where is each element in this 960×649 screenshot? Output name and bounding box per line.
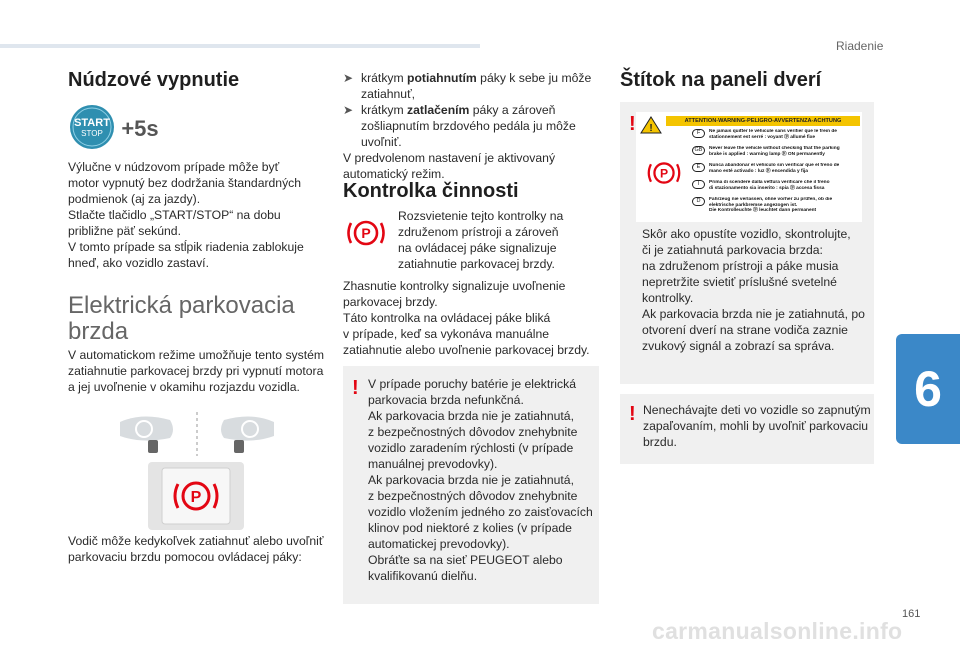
- lang-code: E: [692, 163, 705, 172]
- svg-text:P: P: [361, 225, 371, 241]
- lang-code: I: [692, 180, 705, 189]
- watermark: carmanualsonline.info: [652, 618, 903, 644]
- text-line: Prima di scendere dalla vettura verificare che il freno: [709, 180, 830, 185]
- text-line: zapaľovaním, mohli by uvoľniť parkovaciu: [643, 419, 869, 433]
- svg-text:P: P: [659, 166, 669, 181]
- start-label: START: [74, 117, 110, 129]
- sticker-row: [692, 163, 860, 180]
- text-line: združenom prístroji a zároveň: [398, 225, 559, 239]
- bullet-text: zatiahnuť,: [361, 87, 416, 101]
- text-line: Táto kontrolka na ovládacej páke bliká: [343, 311, 551, 325]
- text-line: parkovacej brzdy.: [343, 295, 438, 309]
- text-line: motor vypnutý bez dodržania štandardných: [68, 176, 302, 190]
- text-line: brake is applied : warning lamp ⓟ ON permanently: [709, 151, 825, 157]
- text-line: Nunca abandonar el vehículo sin verificar que el freno de: [709, 163, 840, 168]
- start-stop-illustration: [68, 103, 168, 153]
- text-line: či je zatiahnutá parkovacia brzda:: [642, 243, 823, 257]
- text-line: v prípade, keď sa vykonáva manuálne: [343, 327, 549, 341]
- bullet-text: uvoľniť.: [361, 135, 402, 149]
- title-door-label: Štítok na paneli dverí: [620, 69, 822, 91]
- bullet-bold: zatlačením: [407, 103, 470, 117]
- text-line: Nenechávajte deti vo vozidle so zapnutým: [643, 403, 871, 417]
- text-line: otvorení dverí na strane vodiča zaznie: [642, 323, 848, 337]
- text-line: a jej uvoľnenie v okamihu rozjazdu vozidla.: [68, 380, 300, 394]
- bullet-text: páky k sebe ju môže: [476, 71, 592, 85]
- text-line: V predvolenom nastavení je aktivovaný: [343, 151, 556, 165]
- door-label-text: [642, 226, 872, 354]
- row-text: [709, 163, 839, 174]
- row-text: [709, 129, 837, 140]
- text-line: kontrolky.: [642, 291, 694, 305]
- title-indicator: Kontrolka činnosti: [343, 180, 519, 202]
- battery-warning-text: [368, 376, 596, 584]
- sticker-row: [692, 129, 860, 146]
- indicator-off-text: [343, 278, 603, 358]
- text-line: zatiahnutie parkovacej brzdy pri vypnutí motora: [68, 364, 324, 378]
- arrow-icon: ➤: [343, 103, 354, 117]
- sticker-row: [692, 146, 860, 163]
- children-warning-box: [620, 394, 874, 464]
- lever-usage-text: [68, 533, 343, 565]
- text-line: na ovládacej páke signalizuje: [398, 241, 557, 255]
- indicator-text: [398, 208, 598, 272]
- lang-code: GB: [692, 146, 705, 155]
- text-line: V tomto prípade sa stĺpik riadenia zablokuje: [68, 240, 304, 254]
- door-sticker: [636, 112, 862, 222]
- text-line: Never leave the vehicle without checking that the parking: [709, 146, 840, 151]
- text-line: na združenom prístroji a páke musia: [642, 259, 839, 273]
- steering-wheel-icon: [120, 416, 173, 440]
- row-text: [709, 197, 832, 214]
- svg-text:P: P: [190, 489, 202, 506]
- door-label-box: [620, 102, 874, 384]
- text-line: zvukový signál a zobrazí sa správa.: [642, 339, 835, 353]
- warning-triangle-icon: [640, 116, 662, 134]
- text-line: Ak parkovacia brzda nie je zatiahnutá, po: [642, 307, 865, 321]
- text-line: z bezpečnostných dôvodov znehybnite: [368, 489, 578, 503]
- text-line: nepretržite svietiť príslušné svetelné: [642, 275, 837, 289]
- steering-illustration: [112, 410, 282, 458]
- title-electric-parking-brake: [68, 293, 338, 345]
- arrow-icon: ➤: [343, 71, 354, 85]
- emergency-stop-text: [68, 159, 338, 271]
- lever-bullets: [343, 70, 603, 182]
- text-line: Stlačte tlačidlo „START/STOP“ na dobu: [68, 208, 281, 222]
- steering-wheel-icon: [221, 416, 274, 440]
- sticker-row: [692, 180, 860, 197]
- row-text: [709, 180, 830, 191]
- text-line: Obráťte sa na sieť PEUGEOT alebo: [368, 553, 563, 567]
- exclamation-icon: !: [629, 113, 636, 135]
- text-line: Ne jamais quitter le véhicule sans vérifier que le frein de: [709, 129, 837, 134]
- text-line: Rozsvietenie tejto kontrolky na: [398, 209, 564, 223]
- text-line: parkovacia brzda nefunkčná.: [368, 393, 524, 407]
- text-line: di stazionamento sia inserito : spia ⓟ accesa fissa: [709, 185, 825, 191]
- text-line: zatiahnutie alebo uvoľnenie parkovacej brzdy.: [343, 343, 590, 357]
- text-line: manuálnej prevodovky).: [368, 457, 498, 471]
- text-line: brzdu.: [643, 435, 677, 449]
- lang-code: D: [692, 197, 705, 206]
- text-line: automatickej prevodovky).: [368, 537, 510, 551]
- text-line: klinov pod niektoré z kolies (v prípade: [368, 521, 572, 535]
- text-line: Vodič môže kedykoľvek zatiahnuť alebo uvoľniť: [68, 534, 324, 548]
- sticker-row: [692, 197, 860, 219]
- lang-code: F: [692, 129, 705, 138]
- parking-brake-icon: [343, 215, 389, 251]
- section-title: Riadenie: [836, 39, 884, 53]
- chapter-tab: 6: [896, 334, 960, 444]
- text-line: vozidlo vložením jedného zo zaisťovacích: [368, 505, 593, 519]
- text-line: elektrische parkbremse angezogen ist.: [709, 202, 798, 208]
- text-line: V prípade poruchy batérie je elektrická: [368, 377, 576, 391]
- text-line: Zhasnutie kontrolky signalizuje uvoľnenie: [343, 279, 566, 293]
- exclamation-icon: !: [352, 377, 359, 399]
- text-line: vozidlo zaradením rýchlosti (v prípade: [368, 441, 574, 455]
- text-line: Skôr ako opustíte vozidlo, skontrolujte,: [642, 227, 851, 241]
- text-line: stationnement est serré : voyant ⓟ allumé fixe: [709, 134, 816, 140]
- text-line: Výlučne v núdzovom prípade môže byť: [68, 160, 280, 174]
- header-rule: [0, 44, 480, 48]
- bullet-item: [343, 70, 603, 102]
- text-line: kvalifikovanú dielňu.: [368, 569, 478, 583]
- text-line: Ak parkovacia brzda nie je zatiahnutá,: [368, 409, 574, 423]
- text-line: mano esté activado : luz ⓟ encendida y fija: [709, 168, 808, 174]
- lever-icon: [148, 440, 158, 453]
- bullet-item: [343, 102, 603, 150]
- title-line: brzda: [68, 318, 129, 345]
- five-seconds-badge: +5s: [121, 116, 159, 141]
- svg-text:!: !: [649, 123, 653, 134]
- text-line: približne päť sekúnd.: [68, 224, 181, 238]
- lever-icon: [234, 440, 244, 453]
- stop-label: STOP: [81, 129, 103, 138]
- title-emergency-stop: Núdzové vypnutie: [68, 69, 240, 91]
- sticker-header: ATTENTION-WARNING-PELIGRO-AVVERTENZA-ACHTUNG: [666, 116, 860, 126]
- bullet-bold: potiahnutím: [407, 71, 477, 85]
- text-line: zatiahnutie parkovacej brzdy.: [398, 257, 555, 271]
- text-line: automatický režim.: [343, 167, 445, 181]
- text-line: z bezpečnostných dôvodov znehybnite: [368, 425, 578, 439]
- indicator-lamp: [343, 215, 389, 251]
- battery-warning-box: [343, 366, 599, 604]
- start-stop-icon: [68, 103, 168, 153]
- parking-brake-switch: [148, 462, 244, 530]
- children-warning-text: [643, 402, 871, 450]
- parking-brake-icon: [644, 156, 684, 190]
- title-line: Elektrická parkovacia: [68, 292, 295, 319]
- text-line: hneď, ako vozidlo zastaví.: [68, 256, 209, 270]
- bullet-text: páky a zároveň: [469, 103, 556, 117]
- bullet-text: zošliapnutím brzdového pedála ju môže: [361, 119, 576, 133]
- parking-brake-icon: [148, 462, 244, 530]
- text-line: podmienok (aj za jazdy).: [68, 192, 201, 206]
- automatic-mode-text: [68, 347, 338, 395]
- text-line: Die Kontrolleuchte ⓟ leuchtet dann permanent: [709, 208, 817, 213]
- page-number: 161: [902, 608, 921, 620]
- sticker-rows: [692, 129, 860, 219]
- text-line: Ak parkovacia brzda nie je zatiahnutá,: [368, 473, 574, 487]
- exclamation-icon: !: [629, 403, 636, 425]
- text-line: parkovaciu brzdu pomocou ovládacej páky:: [68, 550, 302, 564]
- text-line: Fahrzeug nie verlassen, ohne vorher zu prüfen, ob die: [709, 197, 833, 202]
- row-text: [709, 146, 840, 157]
- bullet-text: krátkym: [361, 103, 408, 117]
- text-line: V automatickom režime umožňuje tento systém: [68, 348, 325, 362]
- bullet-text: krátkym: [361, 71, 408, 85]
